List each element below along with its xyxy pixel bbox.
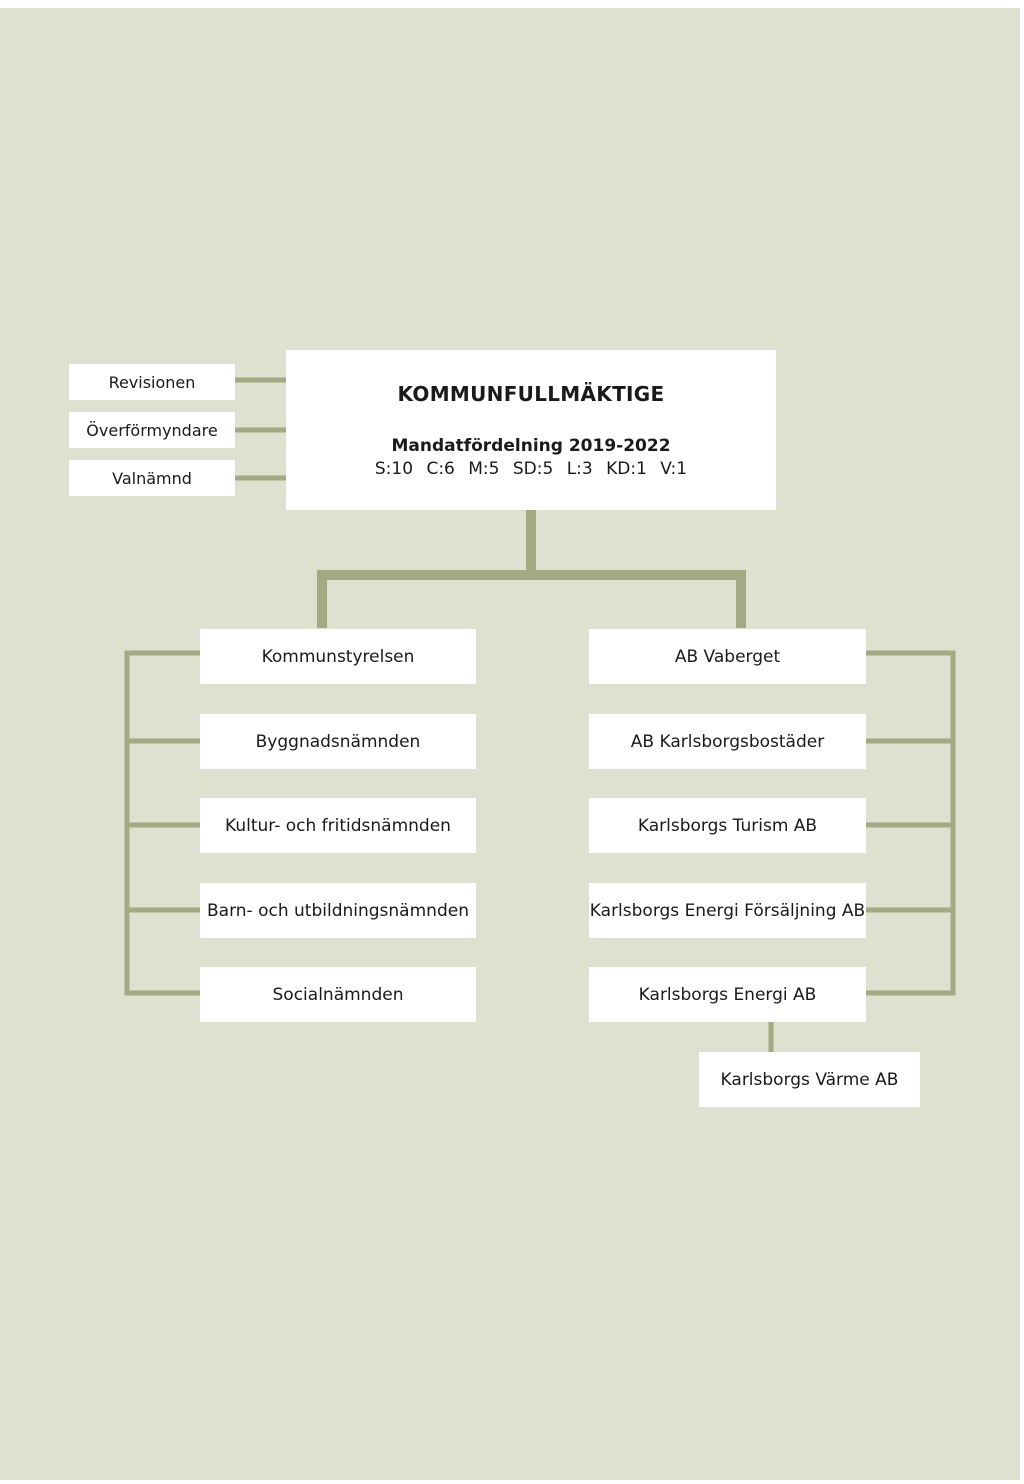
company-energi: Karlsborgs Energi AB	[589, 967, 866, 1022]
council-title: KOMMUNFULLMÄKTIGE	[397, 382, 665, 406]
council-seats: S:10 C:6 M:5 SD:5 L:3 KD:1 V:1	[374, 459, 688, 479]
company-ab-vaberget: AB Vaberget	[589, 629, 866, 684]
side-body-revisionen: Revisionen	[69, 364, 235, 400]
connector-branch	[322, 575, 741, 628]
committee-byggnadsnamnden: Byggnadsnämnden	[200, 714, 476, 769]
council-subtitle: Mandatfördelning 2019-2022	[391, 436, 671, 456]
subsidiary-varme: Karlsborgs Värme AB	[699, 1052, 920, 1107]
committee-socialnamnden: Socialnämnden	[200, 967, 476, 1022]
committee-kommunstyrelsen: Kommunstyrelsen	[200, 629, 476, 684]
side-body-valnamnd: Valnämnd	[69, 460, 235, 496]
council-box	[286, 350, 776, 510]
committee-kultur-fritid: Kultur- och fritidsnämnden	[200, 798, 476, 853]
committee-barn-utbildning: Barn- och utbildningsnämnden	[200, 883, 476, 938]
side-body-overformyndare: Överförmyndare	[69, 412, 235, 448]
company-energi-forsaljning: Karlsborgs Energi Försäljning AB	[589, 883, 866, 938]
company-turism: Karlsborgs Turism AB	[589, 798, 866, 853]
company-karlsborgsbostader: AB Karlsborgsbostäder	[589, 714, 866, 769]
